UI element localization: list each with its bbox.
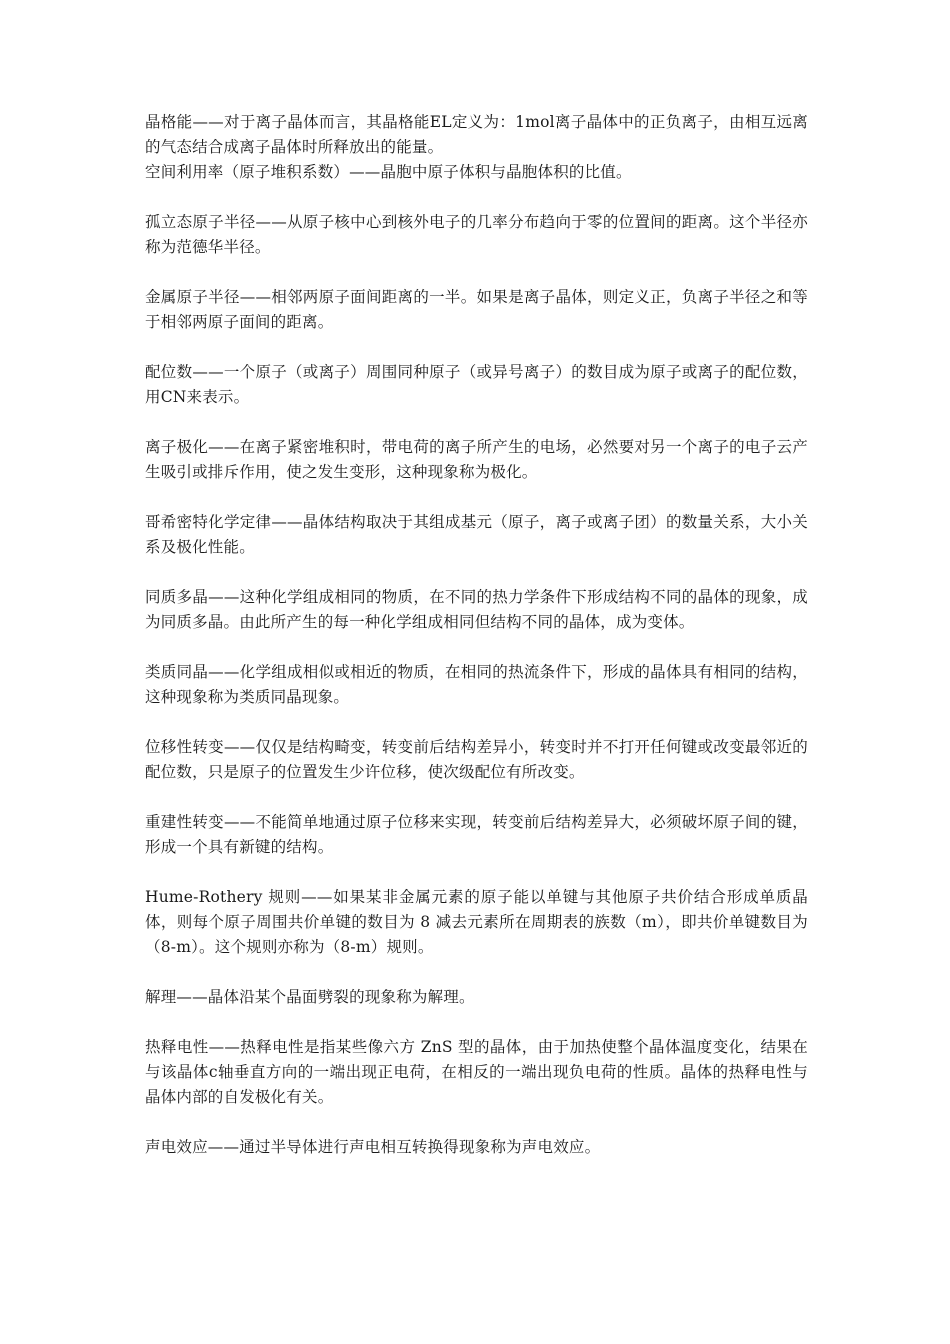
paragraph-lattice-energy: 晶格能——对于离子晶体而言，其晶格能EL定义为：1mol离子晶体中的正负离子，由相互远离的气态结合成离子晶体时所释放出的能量。 — [145, 113, 808, 156]
paragraph-hume-rothery-rule: Hume-Rothery 规则——如果某非金属元素的原子能以单键与其他原子共价结合形成单质晶体，则每个原子周围共价单键的数目为 8 减去元素所在周期表的族数（m），即共价单键数目为（8-m）。这个规则亦称为（8-m）规则。 — [145, 888, 808, 956]
paragraph-goldschmidt-law: 哥希密特化学定律——晶体结构取决于其组成基元（原子，离子或离子团）的数量关系，大小关系及极化性能。 — [145, 513, 808, 556]
paragraph-cleavage: 解理——晶体沿某个晶面劈裂的现象称为解理。 — [145, 988, 475, 1006]
paragraph-coordination-number: 配位数——一个原子（或离子）周围同种原子（或异号离子）的数目成为原子或离子的配位数，用CN来表示。 — [145, 363, 808, 406]
paragraph-acoustoelectric-effect: 声电效应——通过半导体进行声电相互转换得现象称为声电效应。 — [145, 1138, 601, 1156]
paragraph-polymorphism: 同质多晶——这种化学组成相同的物质，在不同的热力学条件下形成结构不同的晶体的现象，成为同质多晶。由此所产生的每一种化学组成相同但结构不同的晶体，成为变体。 — [145, 588, 808, 631]
paragraph-isolated-atomic-radius: 孤立态原子半径——从原子核中心到核外电子的几率分布趋向于零的位置间的距离。这个半径亦称为范德华半径。 — [145, 213, 808, 256]
document-page — [145, 110, 808, 1160]
paragraph-reconstructive-transformation: 重建性转变——不能简单地通过原子位移来实现，转变前后结构差异大，必须破坏原子间的键，形成一个具有新键的结构。 — [145, 813, 808, 856]
paragraph-space-utilization: 空间利用率（原子堆积系数）——晶胞中原子体积与晶胞体积的比值。 — [145, 163, 632, 181]
paragraph-ion-polarization: 离子极化——在离子紧密堆积时，带电荷的离子所产生的电场，必然要对另一个离子的电子云产生吸引或排斥作用，使之发生变形，这种现象称为极化。 — [145, 438, 808, 481]
paragraph-pyroelectricity: 热释电性——热释电性是指某些像六方 ZnS 型的晶体，由于加热使整个晶体温度变化，结果在与该晶体c轴垂直方向的一端出现正电荷，在相反的一端出现负电荷的性质。晶体的热释电性与晶体内部的自发极化有关。 — [145, 1038, 808, 1106]
paragraph-metallic-atomic-radius: 金属原子半径——相邻两原子面间距离的一半。如果是离子晶体，则定义正，负离子半径之和等于相邻两原子面间的距离。 — [145, 288, 808, 331]
paragraph-isomorphism: 类质同晶——化学组成相似或相近的物质，在相同的热流条件下，形成的晶体具有相同的结构，这种现象称为类质同晶现象。 — [145, 663, 808, 706]
paragraph-displacive-transformation: 位移性转变——仅仅是结构畸变，转变前后结构差异小，转变时并不打开任何键或改变最邻近的配位数，只是原子的位置发生少许位移，使次级配位有所改变。 — [145, 738, 808, 781]
